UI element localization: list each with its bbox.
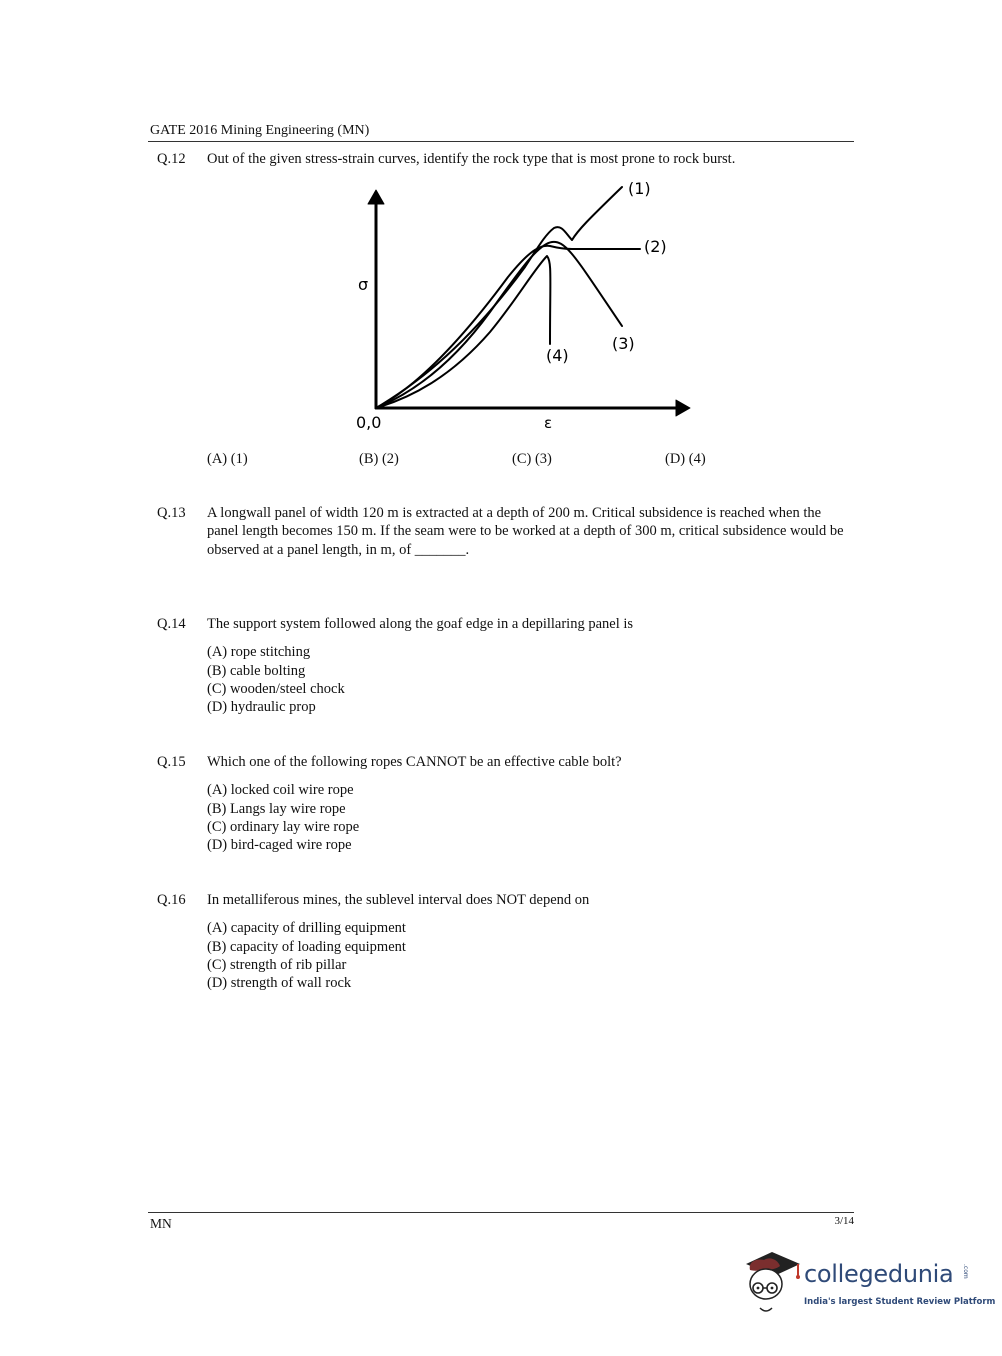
y-axis-label: σ bbox=[358, 275, 369, 294]
curve-label-2: (2) bbox=[644, 237, 667, 256]
question-number: Q.14 bbox=[157, 616, 186, 632]
question-text: In metalliferous mines, the sublevel interval does NOT depend on bbox=[207, 892, 590, 908]
question-text: Which one of the following ropes CANNOT be an effective cable bolt? bbox=[207, 754, 622, 770]
footer-subject-code: MN bbox=[150, 1216, 172, 1231]
option-a: (A) rope stitching bbox=[207, 644, 311, 661]
footer-divider bbox=[148, 1212, 854, 1213]
q12-choice-b: (B) (2) bbox=[359, 451, 399, 467]
curve-1 bbox=[376, 187, 622, 408]
header-divider bbox=[148, 141, 854, 142]
brand-tagline: India's largest Student Review Platform bbox=[804, 1297, 996, 1307]
option-c: (C) wooden/steel chock bbox=[207, 680, 345, 697]
q12-choice-d: (D) (4) bbox=[665, 451, 706, 467]
stress-strain-diagram bbox=[340, 172, 700, 442]
curve-label-1: (1) bbox=[628, 179, 651, 198]
collegedunia-logo bbox=[740, 1248, 996, 1314]
brand-dotcom: .com bbox=[962, 1264, 969, 1279]
q12-choice-a: (A) (1) bbox=[207, 451, 248, 467]
question-text: The support system followed along the goaf edge in a depillaring panel is bbox=[207, 616, 634, 632]
question-text: Out of the given stress-strain curves, identify the rock type that is most prone to rock burst. bbox=[207, 151, 736, 167]
x-axis-arrow bbox=[676, 400, 690, 416]
x-axis-label: ε bbox=[544, 414, 553, 432]
question-14 bbox=[157, 615, 847, 716]
curve-label-4: (4) bbox=[546, 346, 569, 365]
question-number: Q.12 bbox=[157, 151, 186, 167]
option-list bbox=[207, 781, 847, 854]
y-axis-arrow bbox=[368, 190, 384, 204]
question-text: A longwall panel of width 120 m is extracted at a depth of 200 m. Critical subsidence is reached when the panel length becomes 150 m. If the seam were to be worked at a depth of 300 m, critical subsidence would be observed at a panel length, in m, of _______. bbox=[207, 505, 844, 558]
option-a: (A) locked coil wire rope bbox=[207, 782, 354, 799]
option-a: (A) capacity of drilling equipment bbox=[207, 920, 406, 937]
question-number: Q.13 bbox=[157, 505, 186, 521]
curve-label-3: (3) bbox=[612, 334, 635, 353]
option-d: (D) strength of wall rock bbox=[207, 975, 352, 992]
option-b: (B) capacity of loading equipment bbox=[207, 938, 406, 955]
question-number: Q.15 bbox=[157, 754, 186, 770]
question-13 bbox=[157, 504, 847, 559]
q12-choice-c: (C) (3) bbox=[512, 451, 552, 467]
option-list bbox=[207, 643, 847, 716]
question-number: Q.16 bbox=[157, 892, 186, 908]
brand-name: collegedunia bbox=[804, 1260, 954, 1288]
option-b: (B) cable bolting bbox=[207, 662, 306, 679]
option-c: (C) strength of rib pillar bbox=[207, 956, 347, 973]
option-d: (D) bird-caged wire rope bbox=[207, 837, 352, 854]
option-list bbox=[207, 919, 847, 992]
option-d: (D) hydraulic prop bbox=[207, 699, 316, 716]
mascot-icon bbox=[740, 1248, 802, 1314]
question-15 bbox=[157, 753, 847, 854]
option-c: (C) ordinary lay wire rope bbox=[207, 818, 360, 835]
question-16 bbox=[157, 891, 847, 992]
page-number: 3/14 bbox=[834, 1215, 854, 1227]
option-b: (B) Langs lay wire rope bbox=[207, 800, 346, 817]
curve-2 bbox=[376, 246, 640, 408]
question-12 bbox=[157, 150, 847, 168]
page-header-title: GATE 2016 Mining Engineering (MN) bbox=[150, 123, 370, 138]
origin-label: 0,0 bbox=[356, 413, 382, 432]
